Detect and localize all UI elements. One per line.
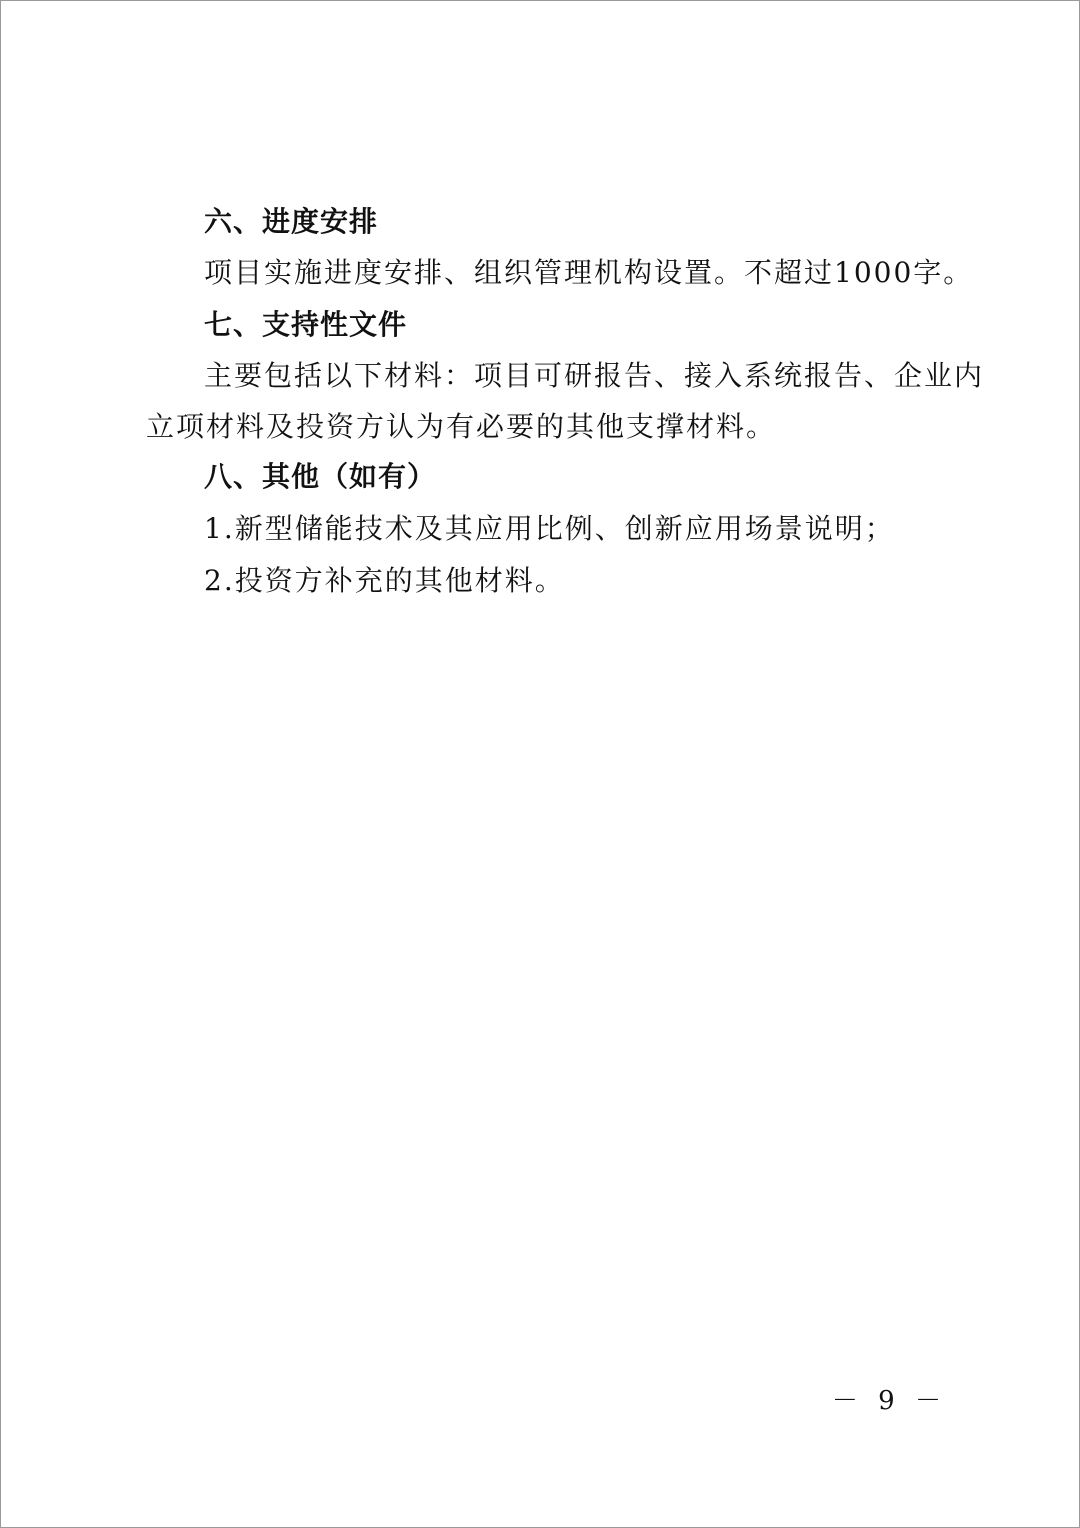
section-seven-text-line-1: 主要包括以下材料：项目可研报告、接入系统报告、企业内	[204, 359, 985, 392]
section-eight-item-1: 1.新型储能技术及其应用比例、创新应用场景说明；	[204, 512, 895, 545]
section-six-text: 项目实施进度安排、组织管理机构设置。不超过1000字。	[204, 256, 974, 289]
page-number: － 9 －	[831, 1386, 947, 1416]
section-six-heading: 六、进度安排	[204, 205, 379, 238]
section-eight-heading: 八、其他（如有）	[204, 460, 437, 493]
section-seven-heading: 七、支持性文件	[204, 308, 408, 341]
section-seven-text-line-2: 立项材料及投资方认为有必要的其他支撑材料。	[146, 410, 777, 443]
section-eight-item-2: 2.投资方补充的其他材料。	[204, 564, 565, 597]
